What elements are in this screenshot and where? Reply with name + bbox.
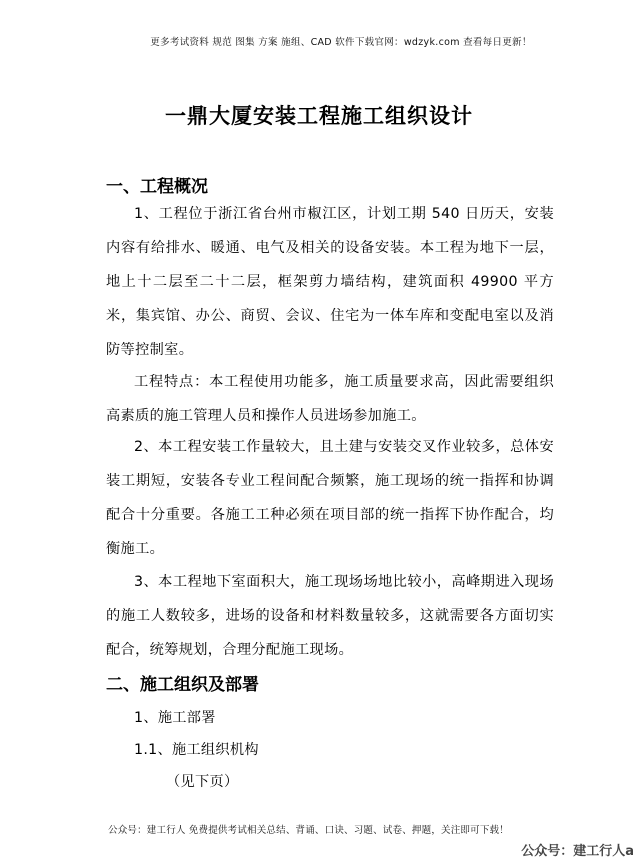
paragraph-project-features: 工程特点：本工程使用功能多，施工质量要求高，因此需要组织高素质的施工管理人员和操作人员进场参加施工。 <box>106 374 554 424</box>
section-heading-organization: 二、施工组织及部署 <box>106 675 259 695</box>
section-heading-overview: 一、工程概况 <box>106 177 208 197</box>
paragraph-project-location: 1、工程位于浙江省台州市椒江区，计划工期 540 日历天，安装内容有给排水、暖通、电气及相关的设备安装。本工程为地下一层，地上十二层至二十二层，框架剪力墙结构，建筑面积 49900 平方米，集宾馆、办公、商贸、会议、住宅为一体车库和变配电室以及消防等控制室。 <box>106 206 554 358</box>
item-construction-deployment: 1、施工部署 <box>134 710 216 726</box>
document-title: 一鼎大厦安装工程施工组织设计 <box>165 104 473 128</box>
footer-note: 公众号：建工行人 免费提供考试相关总结、背诵、口诀、习题、试卷、押题，关注即可下载！ <box>108 825 509 836</box>
paragraph-workload: 2、本工程安装工作量较大，且土建与安装交叉作业较多，总体安装工期短，安装各专业工程间配合频繁，施工现场的统一指挥和协调配合十分重要。各施工工种必须在项目部的统一指挥下协作配合，均衡施工。 <box>106 439 554 557</box>
watermark: 公众号：建工行人a <box>521 844 634 859</box>
item-organization-structure: 1.1、施工组织机构 <box>134 742 259 758</box>
paragraph-site-conditions: 3、本工程地下室面积大，施工现场场地比较小，高峰期进入现场的施工人数较多，进场的设备和材料数量较多，这就需要各方面切实配合，统筹规划，合理分配施工现场。 <box>106 574 554 658</box>
see-next-page-note: （见下页） <box>166 774 239 790</box>
header-note: 更多考试资料 规范 图集 方案 施组、CAD 软件下载官网：wdzyk.com 查看每日更新！ <box>150 37 532 48</box>
